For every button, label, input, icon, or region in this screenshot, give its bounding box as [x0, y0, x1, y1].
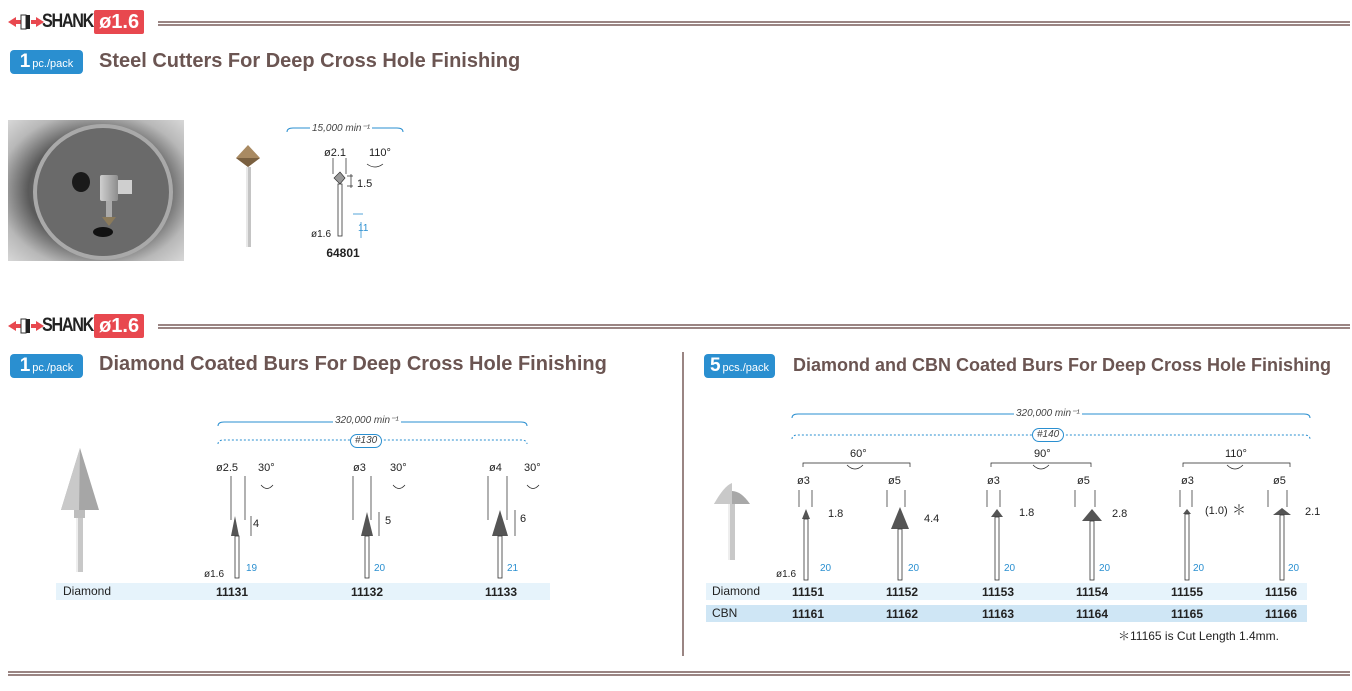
pack-unit: pcs./pack [722, 362, 770, 374]
tool-length: 1.8 [828, 508, 844, 520]
tool-angle: 30° [390, 462, 407, 474]
product-code: 11154 [1075, 585, 1109, 599]
cbn-diagram-3 [987, 490, 1003, 580]
diameter-label: ø2.1 [324, 147, 347, 159]
column-divider [682, 352, 684, 656]
tool-diameter: ø3 [797, 475, 810, 487]
tool-length: 2.8 [1112, 508, 1128, 520]
speed-label: 15,000 min⁻¹ [312, 123, 371, 134]
footer-rule [8, 671, 1350, 676]
pack-qty: 1 [19, 355, 31, 376]
product-code: 11164 [1075, 607, 1109, 621]
group-angle: 60° [850, 448, 867, 460]
grit-label: #140 [1032, 428, 1064, 442]
length-label: 1.5 [357, 178, 373, 190]
tool-length: (1.0) [1205, 505, 1228, 517]
tool-angle: 30° [258, 462, 275, 474]
pack-unit: pc./pack [32, 362, 74, 374]
shank-icon [8, 315, 44, 337]
footnote: ＊11165 is Cut Length 1.4mm. [1118, 629, 1279, 643]
section-title-3: Diamond and CBN Coated Burs For Deep Cross Hole Finishing [793, 355, 1332, 375]
tool-length: 1.8 [1019, 507, 1035, 519]
shank-size-badge: ø1.6 [94, 10, 144, 34]
shank-size-badge: ø1.6 [94, 314, 144, 338]
diamond-row [706, 583, 1307, 600]
cbn-diagram-2 [887, 490, 909, 580]
product-code: 11166 [1264, 607, 1298, 621]
row-label: Diamond [712, 584, 761, 598]
product-code: 11152 [885, 585, 919, 599]
pack-badge-2 [10, 354, 83, 378]
product-code: 11165 [1170, 607, 1204, 621]
cbn-bur-image [710, 478, 754, 563]
product-code: 11133 [484, 585, 518, 599]
pack-qty: 1 [19, 51, 31, 72]
cbn-row [706, 605, 1307, 622]
tool-diameter: ø3 [1181, 475, 1194, 487]
steel-cutter-drawing [283, 122, 408, 262]
shank-dia-label: ø1.6 [204, 569, 225, 580]
header-rule [158, 21, 1350, 26]
tool-length: 4.4 [924, 513, 940, 525]
shank-dia-label: ø1.6 [311, 229, 332, 240]
workpiece-photo [8, 120, 184, 261]
product-code: 11162 [885, 607, 919, 621]
tool-effective-length: 20 [1288, 563, 1300, 574]
grit-label: #130 [350, 434, 382, 448]
tool-length: 6 [520, 513, 527, 525]
angle-label: 110° [369, 147, 391, 159]
shank-icon [8, 11, 44, 33]
tool-effective-length: 20 [1099, 563, 1111, 574]
product-code: 11151 [791, 585, 825, 599]
product-code: 11161 [791, 607, 825, 621]
diamond-bur-image [55, 446, 105, 576]
product-code: 11155 [1170, 585, 1204, 599]
effective-length-label: 11 [358, 223, 369, 234]
tool-diameter: ø3 [987, 475, 1000, 487]
tool-effective-length: 20 [820, 563, 832, 574]
shank-dia-label: ø1.6 [776, 569, 797, 580]
pack-qty: 5 [709, 355, 721, 376]
row-label: Diamond [63, 584, 112, 598]
pack-unit: pc./pack [32, 58, 74, 70]
tool-diameter: ø5 [1077, 475, 1090, 487]
product-code: 11131 [215, 585, 249, 599]
tool-diameter: ø5 [1273, 475, 1286, 487]
diamond-row [56, 583, 550, 600]
tool-effective-length: 20 [1004, 563, 1016, 574]
tool-effective-length: 21 [507, 563, 519, 574]
product-code: 64801 [326, 246, 360, 260]
header-rule [158, 324, 1350, 329]
tool-length: 4 [253, 518, 260, 530]
asterisk-mark: ＊ [1232, 502, 1246, 518]
pack-badge-3 [704, 354, 775, 378]
tool-effective-length: 20 [1193, 563, 1205, 574]
cbn-diagram-5 [1180, 490, 1192, 580]
tool-length: 5 [385, 515, 392, 527]
group-angle: 90° [1034, 448, 1051, 460]
shank-label: SHANK [42, 315, 94, 336]
shank-header-2 [8, 313, 144, 339]
row-label: CBN [712, 606, 738, 620]
tool-effective-length: 20 [908, 563, 920, 574]
pack-badge-1 [10, 50, 83, 74]
cbn-diagram-1 [799, 490, 812, 580]
product-code: 11153 [981, 585, 1015, 599]
tool-diameter: ø3 [353, 462, 366, 474]
section-title-1: Steel Cutters For Deep Cross Hole Finishing [99, 50, 521, 72]
tool-diameter: ø5 [888, 475, 901, 487]
tool-diameter: ø4 [489, 462, 502, 474]
shank-label: SHANK [42, 11, 94, 32]
tool-angle: 30° [524, 462, 541, 474]
product-code: 11132 [350, 585, 384, 599]
product-code: 11156 [1264, 585, 1298, 599]
product-code: 11163 [981, 607, 1015, 621]
speed-label: 320,000 min⁻¹ [335, 415, 399, 426]
section-title-2: Diamond Coated Burs For Deep Cross Hole Finishing [99, 353, 607, 375]
shank-header-1 [8, 9, 144, 35]
tool-effective-length: 19 [246, 563, 258, 574]
speed-label: 320,000 min⁻¹ [1016, 408, 1080, 419]
group-angle: 110° [1225, 448, 1247, 460]
steel-cutter-image [228, 140, 268, 250]
tool-diameter: ø2.5 [216, 462, 239, 474]
cbn-diagram-4 [1075, 490, 1102, 580]
tool-length: 2.1 [1305, 506, 1321, 518]
tool-effective-length: 20 [374, 563, 386, 574]
